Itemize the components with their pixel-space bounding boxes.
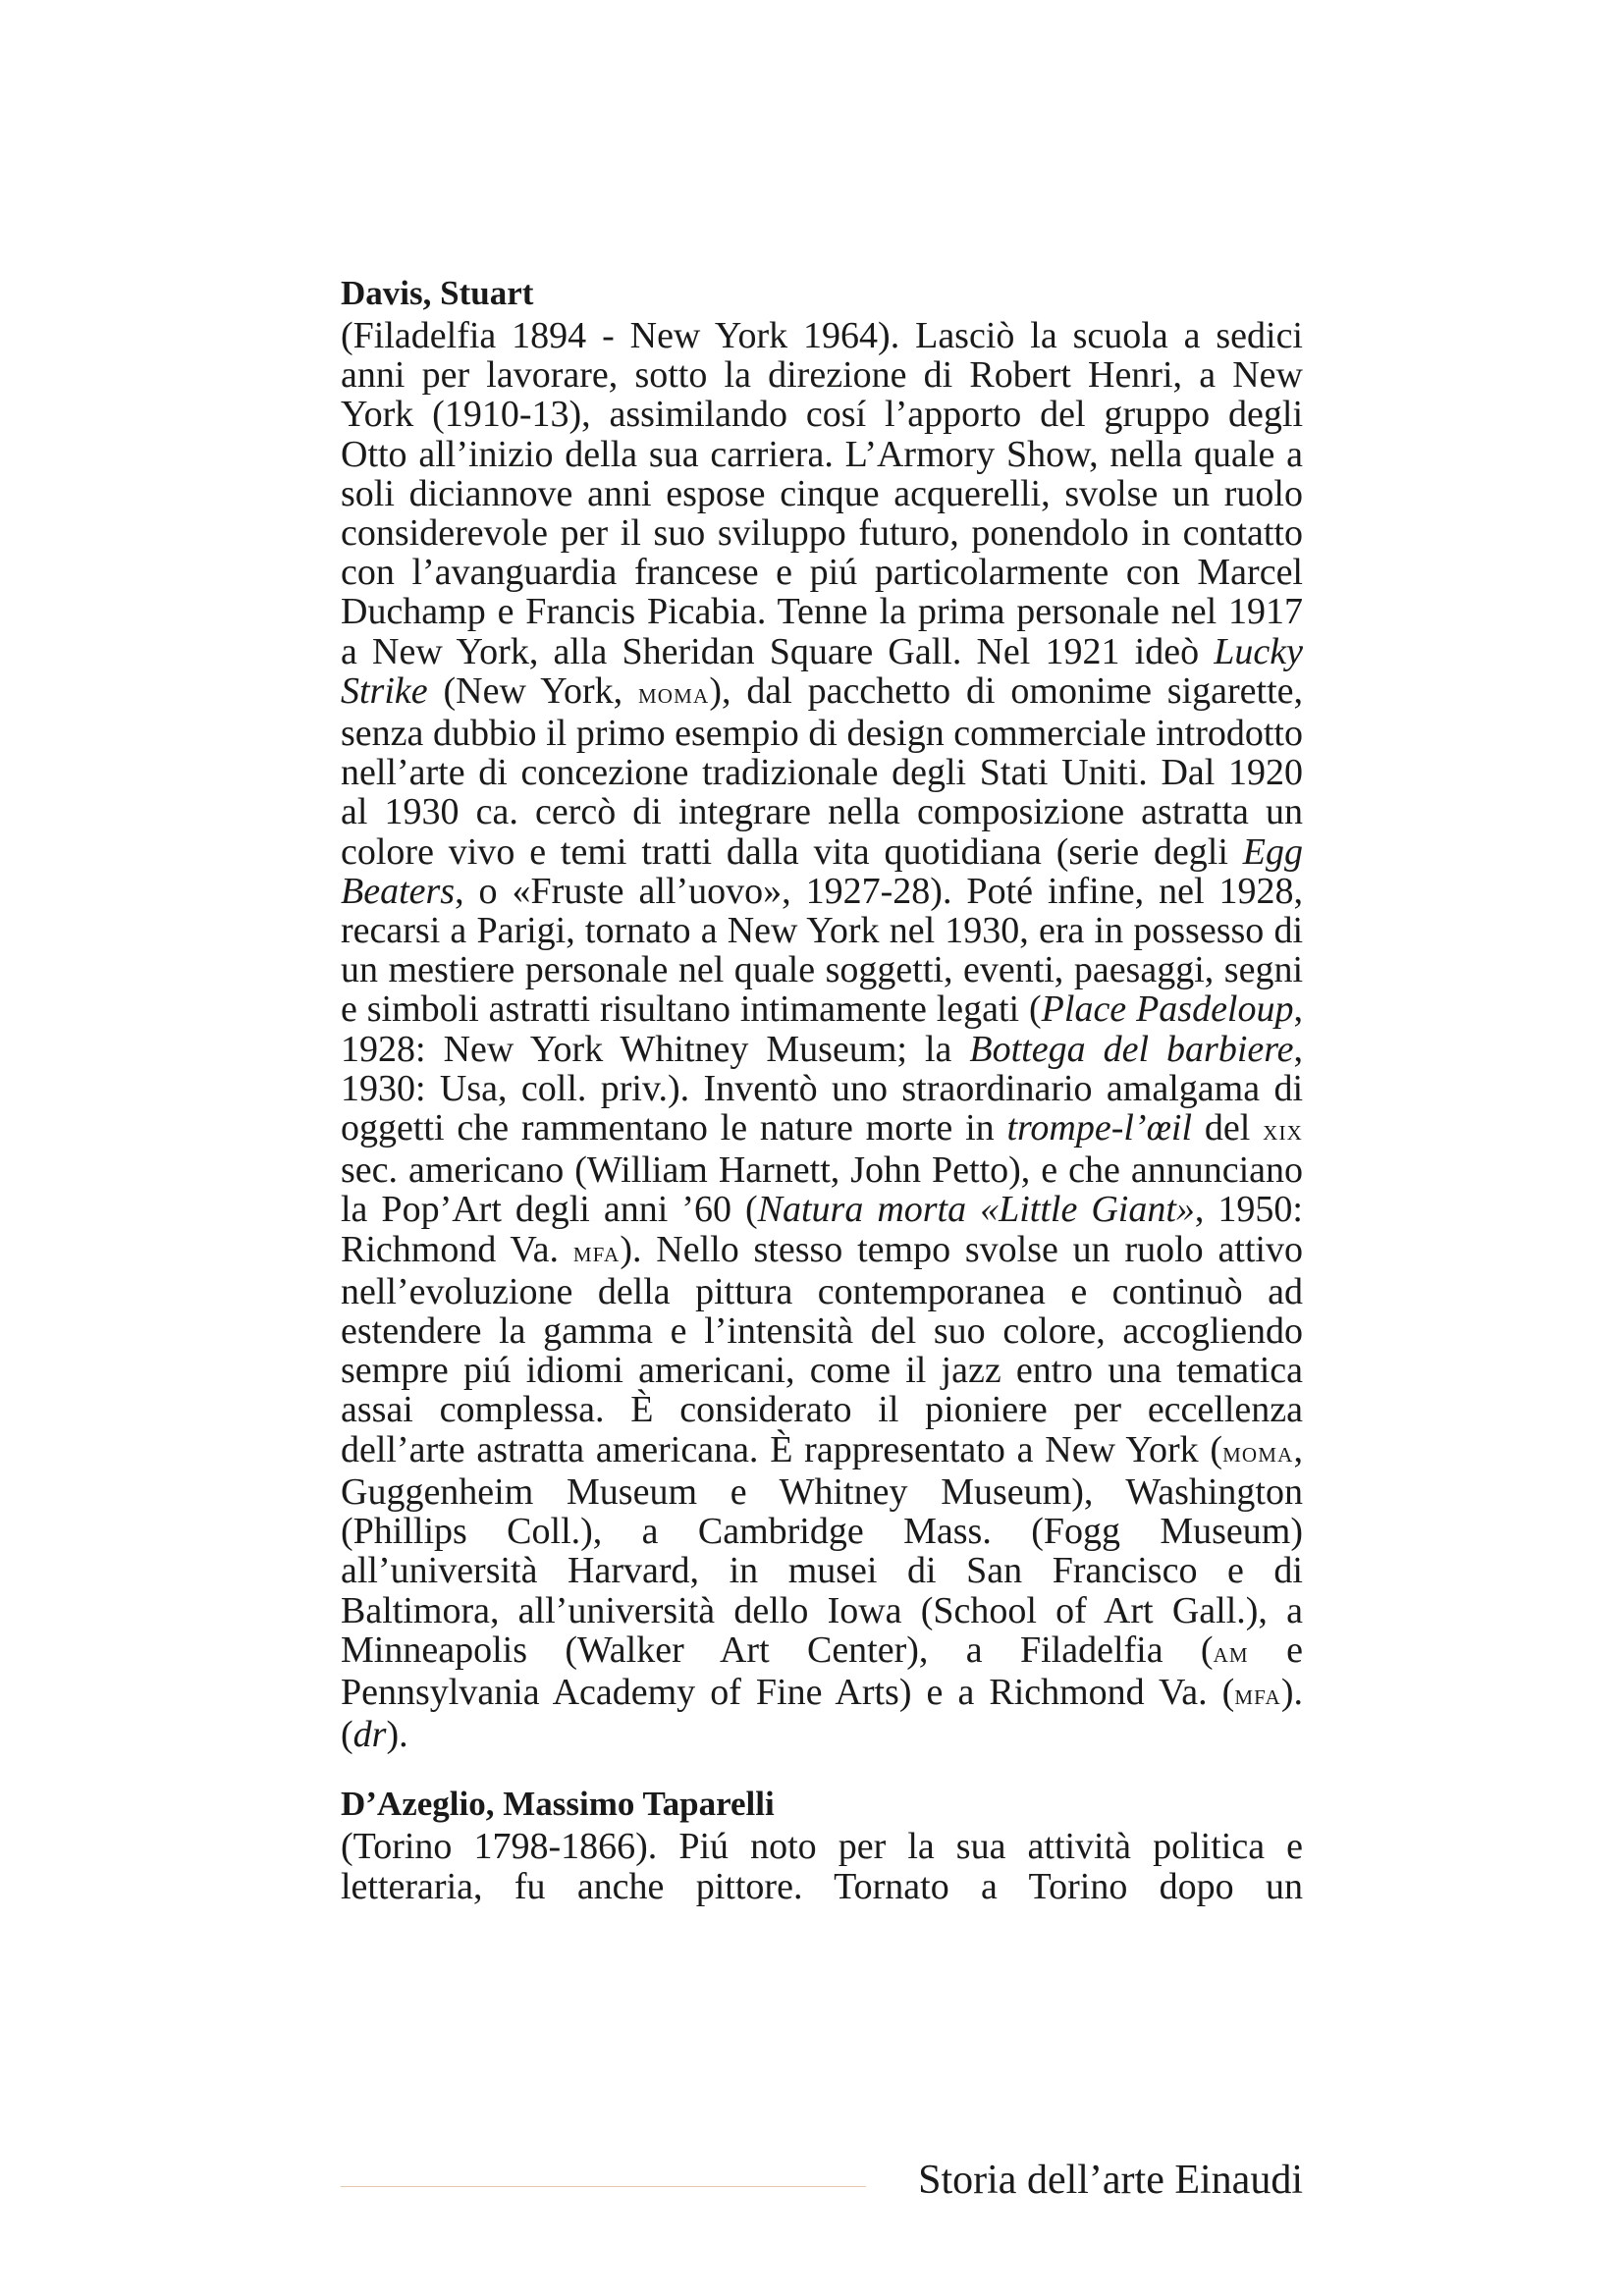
small-caps-text: xix <box>1263 1115 1303 1148</box>
text-run: , 1950: Richmond Va. <box>341 1189 1303 1270</box>
text-run: e Pennsylvania Academy of Fine Arts) e a Richmond Va. ( <box>341 1629 1304 1713</box>
text-run: ). <box>386 1714 408 1756</box>
italic-text: Bottega del barbiere <box>969 1028 1294 1070</box>
italic-text: dr <box>352 1714 387 1756</box>
small-caps-text: mfa <box>572 1236 621 1268</box>
text-run: , o «Fruste all’uovo», 1927-28). Poté infine, nel 1928, recarsi a Parigi, tornato a New York nel 1930, era in possesso di un mestiere personale nel quale soggetti, eventi, paesaggi, segni e simboli astratti risultano intimamente legati ( <box>341 870 1303 1031</box>
entry-davis-stuart <box>341 271 1303 1754</box>
text-run: , Guggenheim Museum e Whitney Museum), Washington (Phillips Coll.), a Cambridge Mass. (Fogg Museum) all’università Harvard, in musei di San Francisco e di Baltimora, all’università dello Iowa (School of Art Gall.), a Minneapolis (Walker Art Center), a Filadelfia ( <box>341 1428 1303 1671</box>
text-run: (Torino 1798-1866). Piú noto per la sua attività politica e letteraria, fu anche pittore. Tornato a Torino dopo un <box>341 1826 1303 1907</box>
footer-title: Storia dell’arte Einaudi <box>918 2158 1303 2203</box>
entry-title: D’Azeglio, Massimo Taparelli <box>341 1785 775 1824</box>
text-run: (Filadelfia 1894 - New York 1964). Lasciò la scuola a sedici anni per lavorare, sotto la direzione di Robert Henri, a New York (1910-13), assimilando cosí l’apporto del gruppo degli Otto all’inizio della sua carriera. L’Armory Show, nella quale a soli diciannove anni espose cinque acquerelli, svolse un ruolo considerevole per il suo sviluppo futuro, ponendolo in contatto con l’avanguardia francese e piú particolarmente con Marcel Duchamp e Francis Picabia. Tenne la prima personale nel 1917 a New York, alla Sheridan Square Gall. Nel 1921 ideò <box>341 315 1303 672</box>
text-run: ), dal pacchetto di omonime sigarette, senza dubbio il primo esempio di design commerciale introdotto nell’arte di concezione tradizionale degli Stati Uniti. Dal 1920 al 1930 ca. cercò di integrare nella composizione astratta un colore vivo e temi tratti dalla vita quotidiana (serie degli <box>341 669 1303 873</box>
entry-dazeglio-massimo <box>341 1782 1303 1905</box>
footer-rule <box>341 2186 866 2187</box>
text-run: sec. americano (William Harnett, John Petto), e che annunciano la Pop’Art degli anni ’60 ( <box>341 1149 1303 1231</box>
italic-text: Place Pasdeloup <box>1041 988 1294 1031</box>
entry-body <box>341 316 1303 1754</box>
italic-text: Lucky Strike <box>341 630 1303 712</box>
text-run: ). ( <box>341 1671 1303 1756</box>
text-run: del <box>1192 1107 1264 1149</box>
text-run: ). Nello stesso tempo svolse un ruolo attivo nell’evoluzione della pittura contemporanea e continuò ad estendere la gamma e l’intensità del suo colore, accogliendo sempre piú idiomi americani, come il jazz entro una tematica assai complessa. È considerato il pioniere per eccellenza dell’arte astratta americana. È rappresentato a New York ( <box>341 1228 1303 1470</box>
italic-text: Natura morta «Little Giant» <box>757 1189 1195 1231</box>
text-run: , 1928: New York Whitney Museum; la <box>341 988 1303 1070</box>
entry-title: Davis, Stuart <box>341 274 534 312</box>
text-run: , 1930: Usa, coll. priv.). Inventò uno straordinario amalgama di oggetti che rammentano le nature morte in <box>341 1028 1303 1149</box>
small-caps-text: moma <box>1222 1436 1294 1468</box>
small-caps-text: mfa <box>1234 1679 1281 1711</box>
italic-text: trompe-l’œil <box>1006 1107 1193 1149</box>
page-column <box>341 271 1303 1906</box>
italic-text: Egg Beaters <box>341 830 1303 912</box>
small-caps-text: moma <box>637 677 710 710</box>
entry-body <box>341 1827 1303 1905</box>
small-caps-text: am <box>1213 1636 1249 1669</box>
text-run: (New York, <box>427 669 638 712</box>
